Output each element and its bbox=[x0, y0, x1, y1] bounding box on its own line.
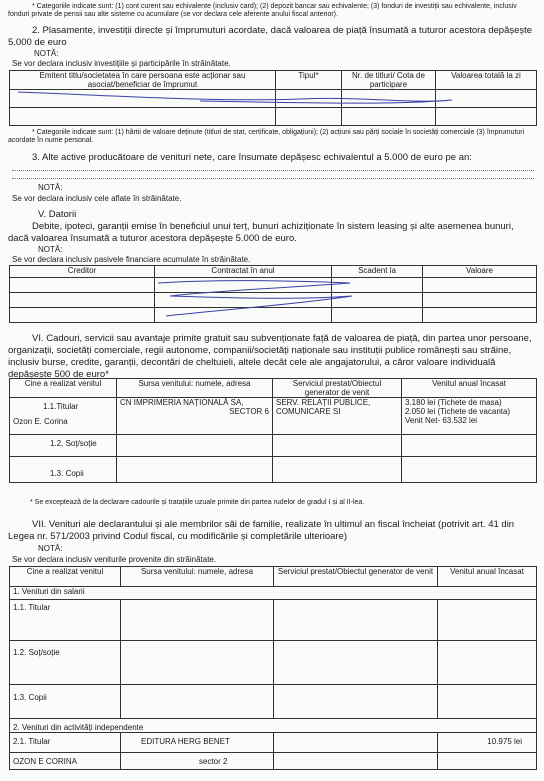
header-emitent: Emitent titlu/societatea în care persoana este acționar sau asociat/beneficiar de împrumut bbox=[10, 71, 276, 90]
header-scadent: Scadent la bbox=[332, 266, 423, 278]
header-valoare-totala: Valoarea totală la zi bbox=[436, 71, 537, 90]
section-2-title: 2. Plasamente, investiții directe și împrumuturi acordate, dacă valoarea de piață însumată a tuturor acestora depășește 5.000 de euro bbox=[8, 25, 533, 48]
dotted-line-2 bbox=[12, 178, 534, 179]
investments-table bbox=[9, 70, 537, 126]
row-salarii-titular: 1.1. Titular bbox=[10, 600, 121, 641]
nota-label: NOTĂ: bbox=[38, 245, 63, 254]
header-cine: Cine a realizat venitul bbox=[10, 379, 117, 398]
header-contractat: Contractat în anul bbox=[155, 266, 332, 278]
nota-text: Se vor declara inclusiv cele aflate în străinătate. bbox=[12, 194, 182, 203]
row-sot-sotie: 1.2. Soț/soție bbox=[10, 435, 117, 457]
nota-label: NOTĂ: bbox=[38, 544, 63, 553]
header-cine: Cine a realizat venitul bbox=[10, 567, 121, 587]
nota-text: Se vor declara inclusiv pasivele financiare acumulate în străinătate. bbox=[12, 255, 251, 264]
debts-table bbox=[9, 265, 537, 323]
income-table bbox=[9, 566, 537, 770]
row-venituri-salarii: 1. Venituri din salarii bbox=[10, 587, 537, 600]
dotted-line-1 bbox=[12, 170, 534, 171]
nota-text: Se vor declara inclusiv investițiile și participările în străinătate. bbox=[12, 59, 231, 68]
header-venit: Venitul anual încasat bbox=[402, 379, 537, 398]
footnote-categories-2: * Categoriile indicate sunt: (1) hârtii de valoare deținute (titluri de stat, certificate, obligațiuni); (2) acțiuni sau părți sociale în societăți comerciale (3) împrumuturi acordate în nume personal. bbox=[8, 129, 525, 144]
row-venituri-independente: 2. Venituri din activități independente bbox=[10, 719, 537, 733]
independente-source-2: sector 2 bbox=[121, 753, 274, 770]
service-line-2: COMUNICARE SI bbox=[276, 407, 341, 416]
source-line-2: SECTOR 6 bbox=[229, 407, 269, 416]
row-titular-name: Ozon E. Corina bbox=[13, 417, 68, 426]
section-6-body: VI. Cadouri, servicii sau avantaje primite gratuit sau subvenționate față de valoarea de piață, din partea unor persoane, organizații, societăți comerciale, regii autonome, companii/societăți naționale sau instituții publice românești sau străine, inclusiv burse, credite, garanții, decontări de cheltuieli, altele decât cele ale angajatorului, a căror valoare individuală depășește 500 de euro* bbox=[8, 333, 532, 380]
row-salarii-sot: 1.2. Soț/soție bbox=[10, 641, 121, 685]
nota-text: Se vor declara inclusiv veniturile provenite din străinătate. bbox=[12, 555, 217, 564]
header-serviciu: Serviciul prestat/Obiectul generator de venit bbox=[274, 567, 438, 587]
section-5-title: V. Datorii bbox=[38, 209, 77, 220]
gifts-footnote: * Se exceptează de la declarare cadourile și tratațiile uzuale primite din partea rudelor de gradul I și al II-lea. bbox=[30, 499, 365, 506]
header-serviciu: Serviciul prestat/Obiectul generator de venit bbox=[273, 379, 402, 398]
value-line-3: Venit Net- 63.532 lei bbox=[405, 416, 478, 425]
row-independente-name: OZON E CORINA bbox=[10, 753, 121, 770]
service-line-1: SERV. RELAȚII PUBLICE, bbox=[276, 398, 371, 407]
independente-value: 10.975 lei bbox=[438, 733, 537, 753]
section-5-body: Debite, ipoteci, garanții emise în beneficiul unui terț, bunuri achiziționate în sistem leasing și alte asemenea bunuri, dacă valoarea însumată a tuturor acestora depășește 5.000 de euro. bbox=[8, 221, 514, 244]
header-valoare: Valoare bbox=[423, 266, 537, 278]
value-line-1: 3.180 lei (Tichete de masa) bbox=[405, 398, 502, 407]
source-line-1: CN IMPRIMERIA NAȚIONALĂ SA, bbox=[120, 398, 244, 407]
row-copii: 1.3. Copii bbox=[10, 457, 117, 483]
section-3-title: 3. Alte active producătoare de venituri nete, care însumate depășesc echivalentul a 5.000 de euro pe an: bbox=[32, 152, 472, 163]
header-sursa: Sursa venitului: numele, adresa bbox=[121, 567, 274, 587]
nota-label: NOTĂ: bbox=[38, 183, 63, 192]
footnote-categories-1: * Categoriile indicate sunt: (1) cont curent sau echivalente (inclusiv card); (2) depozit bancar sau echivalente; (3) fonduri de investiții sau echivalente, inclusiv fonduri private de pensii sau alte sisteme cu acumulare (se vor declara cele aferente anului fiscal anterior). bbox=[8, 3, 517, 18]
value-line-2: 2.050 lei (Tichete de vacanta) bbox=[405, 407, 511, 416]
nota-label: NOTĂ: bbox=[34, 49, 59, 58]
header-venit: Venitul anual încasat bbox=[438, 567, 537, 587]
header-creditor: Creditor bbox=[10, 266, 155, 278]
header-sursa: Sursa venitului: numele, adresa bbox=[117, 379, 273, 398]
header-nr-titluri: Nr. de titluri/ Cota de participare bbox=[342, 71, 436, 90]
independente-source-1: EDITURA HERG BENET bbox=[121, 733, 274, 753]
row-independente-titular: 2.1. Titular bbox=[10, 733, 121, 753]
row-titular: 1.1.Titular bbox=[43, 402, 79, 411]
header-tip: Tipul* bbox=[276, 71, 342, 90]
row-salarii-copii: 1.3. Copii bbox=[10, 685, 121, 719]
section-7-body: VII. Venituri ale declarantului și ale membrilor săi de familie, realizate în ultimul an fiscal încheiat (potrivit art. 41 din Legea nr. 571/2003 privind Codul fiscal, cu modificările și completările ulterioare) bbox=[8, 519, 515, 542]
gifts-table bbox=[9, 378, 537, 483]
